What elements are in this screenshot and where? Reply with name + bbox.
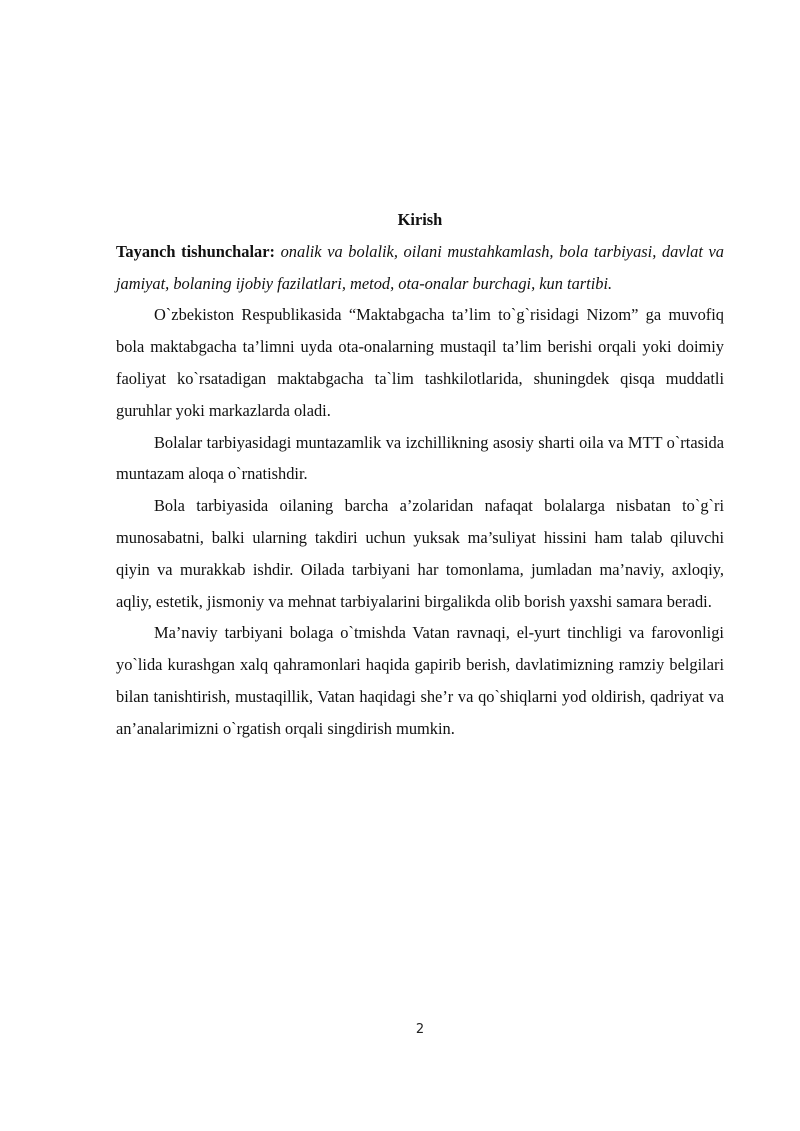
page-number: 2	[415, 1022, 425, 1037]
paragraph-4: Ma’naviy tarbiyani bolaga o`tmishda Vatan ravnaqi, el-yurt tinchligi va farovonligi yo`lida kurashgan xalq qahramonlari haqida gapirib berish, davlatimizning ramziy belgilari bilan tanishtirish, mustaqillik, Vatan haqidagi she’r va qo`shiqlarni yod oldirish, qadriyat va an’analarimizni o`rgatish orqali singdirish mumkin.	[116, 623, 724, 738]
keywords-line	[116, 236, 724, 300]
paragraph-2: Bolalar tarbiyasidagi muntazamlik va izchillikning asosiy sharti oila va MTT o`rtasida muntazam aloqa o`rnatishdir.	[116, 432, 724, 484]
keywords-text: onalik va bolalik, oilani mustahkamlash, bola tarbiyasi, davlat va jamiyat, bolaning ijobiy fazilatlari, metod, ota-onalar burchagi, kun tartibi.	[116, 241, 724, 293]
paragraph-1: O`zbekiston Respublikasida “Maktabgacha ta’lim to`g`risidagi Nizom” ga muvofiq bola maktabgacha ta’limni uyda ota-onalarning mustaqil ta’lim berishi orqali yoki doimiy faoliyat ko`rsatadigan maktabgacha ta`lim tashkilotlarida, shuningdek qisqa muddatli guruhlar yoki markazlarda oladi.	[116, 305, 724, 420]
keywords-label: Tayanch tishunchalar:	[116, 241, 275, 261]
section-heading: Kirish	[397, 210, 443, 229]
paragraph-3: Bola tarbiyasida oilaning barcha a’zolaridan nafaqat bolalarga nisbatan to`g`ri munosabatni, balki ularning takdiri uchun yuksak ma’suliyat hissini ham talab qiluvchi qiyin va murakkab ishdir. Oilada tarbiyani har tomonlama, jumladan ma’naviy, axloqiy, aqliy, estetik, jismoniy va mehnat tarbiyalarini birgalikda olib borish yaxshi samara beradi.	[116, 496, 724, 611]
page-content	[116, 204, 724, 745]
